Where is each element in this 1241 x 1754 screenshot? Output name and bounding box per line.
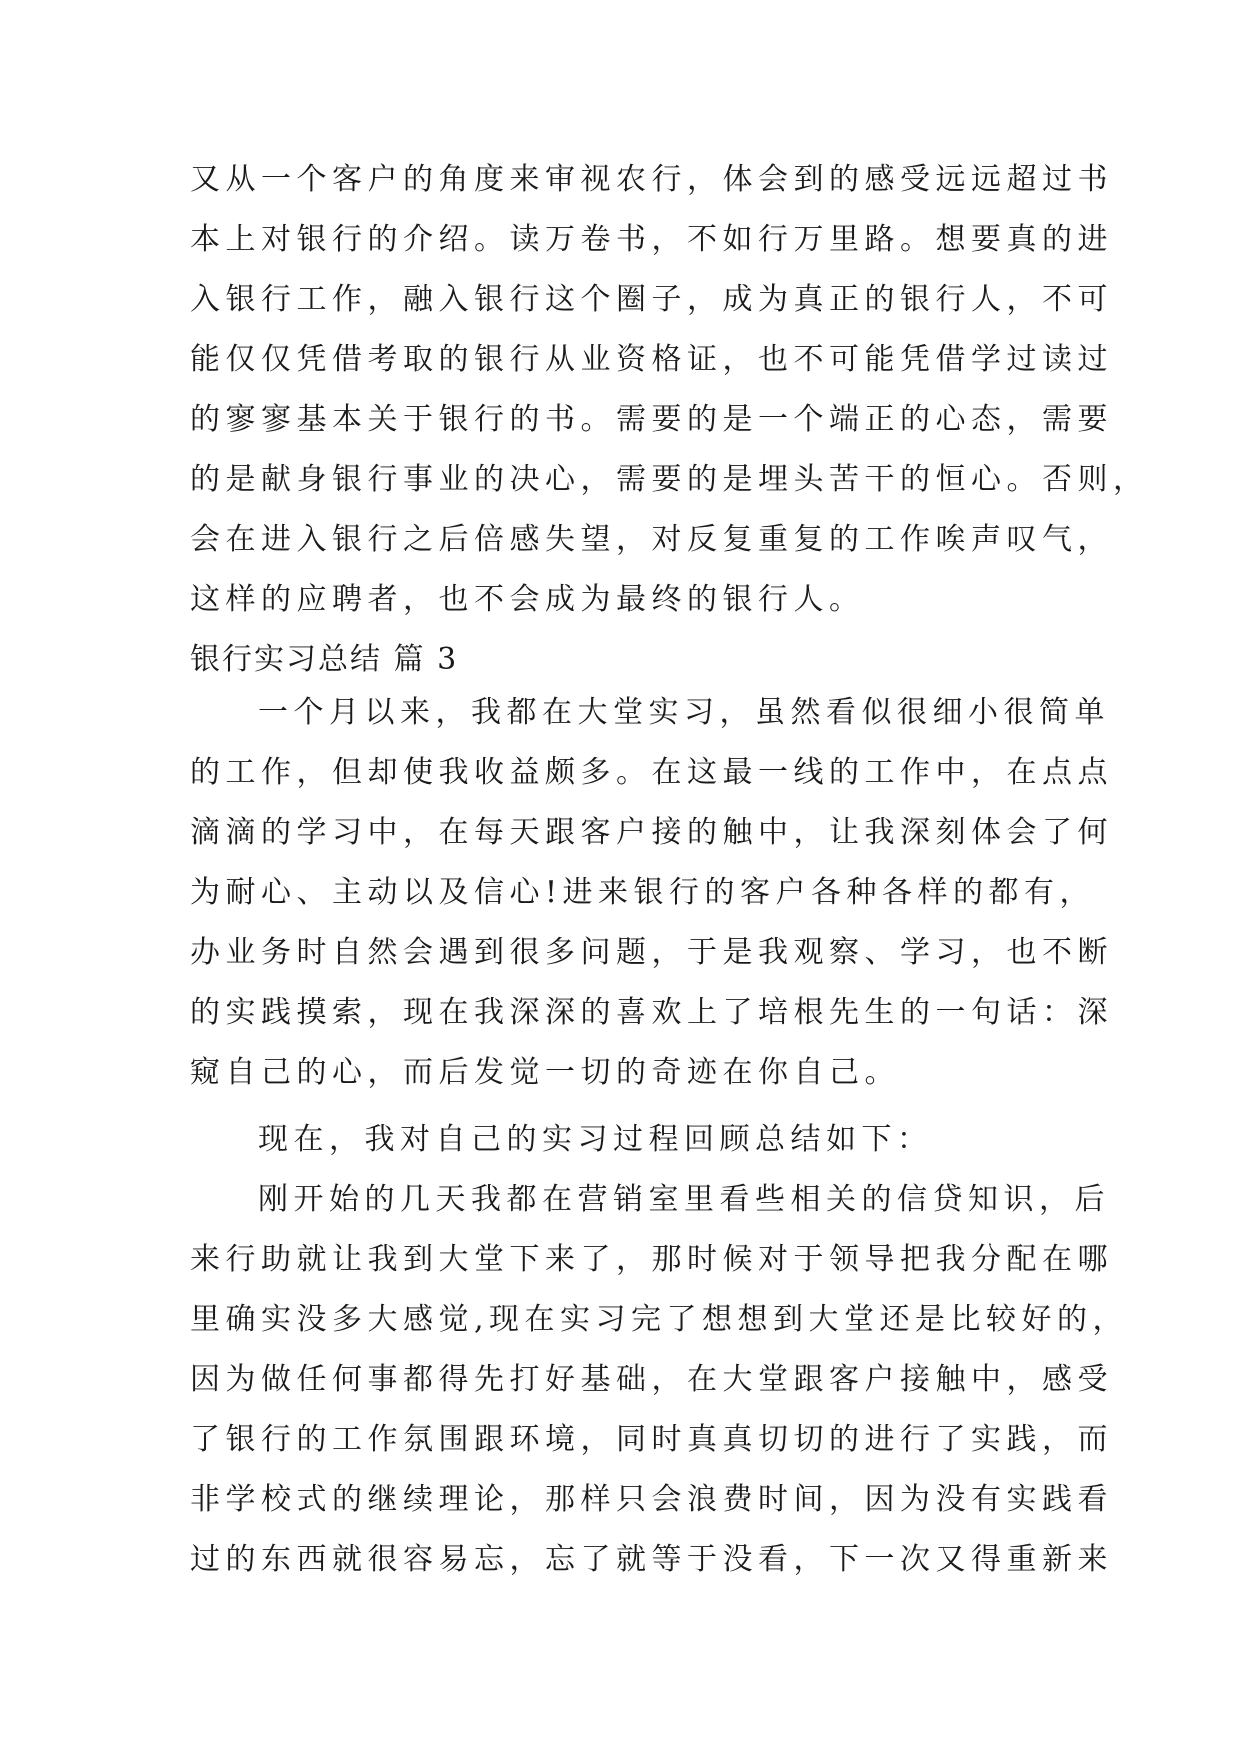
text-line: 入银行工作，融入银行这个圈子，成为真正的银行人，不可 [190,282,1113,317]
text-line: 的是献身银行事业的决心，需要的是埋头苦干的恒心。否则， [190,462,1149,497]
section-heading: 银行实习总结 篇 3 [190,642,459,677]
section-heading-block [190,630,1070,690]
text-line: 非学校式的继续理论，那样只会浪费时间，因为没有实践看 [190,1482,1113,1517]
text-line: 的寥寥基本关于银行的书。需要的是一个端正的心态，需要 [190,402,1113,437]
text-line: 现在，我对自己的实习过程回顾总结如下： [258,1122,933,1157]
paragraph-review-intro [190,1110,1070,1170]
text-line: 过的东西就很容易忘，忘了就等于没看，下一次又得重新来 [190,1542,1113,1577]
text-line: 窥自己的心，而后发觉一切的奇迹在你自己。 [190,1055,900,1090]
text-line: 能仅仅凭借考取的银行从业资格证，也不可能凭借学过读过 [190,342,1113,377]
text-line: 的工作，但却使我收益颇多。在这最一线的工作中，在点点 [190,755,1113,790]
text-line: 为耐心、主动以及信心!进来银行的客户各种各样的都有， [190,875,1096,910]
text-line: 了银行的工作氛围跟环境，同时真真切切的进行了实践，而 [190,1422,1113,1457]
text-line: 会在进入银行之后倍感失望，对反复重复的工作唉声叹气， [190,522,1113,557]
text-line: 的实践摸索，现在我深深的喜欢上了培根先生的一句话：深 [190,995,1113,1030]
paragraph-continued [190,150,1149,630]
paragraph-intro [190,683,1113,1103]
text-line: 这样的应聘者，也不会成为最终的银行人。 [190,582,865,617]
text-line: 滴滴的学习中，在每天跟客户接的触中，让我深刻体会了何 [190,815,1113,850]
text-line: 来行助就让我到大堂下来了，那时候对于领导把我分配在哪 [190,1242,1113,1277]
text-line: 本上对银行的介绍。读万卷书，不如行万里路。想要真的进 [190,222,1113,257]
text-line: 办业务时自然会遇到很多问题，于是我观察、学习，也不断 [190,935,1113,970]
text-line: 一个月以来，我都在大堂实习，虽然看似很细小很简单 [258,695,1110,730]
text-line: 里确实没多大感觉,现在实习完了想想到大堂还是比较好的， [190,1302,1129,1337]
text-line: 刚开始的几天我都在营销室里看些相关的信贷知识，后 [258,1182,1110,1217]
text-line: 因为做任何事都得先打好基础，在大堂跟客户接触中，感受 [190,1362,1113,1397]
text-line: 又从一个客户的角度来审视农行，体会到的感受远远超过书 [190,162,1113,197]
paragraph-review [190,1170,1129,1590]
